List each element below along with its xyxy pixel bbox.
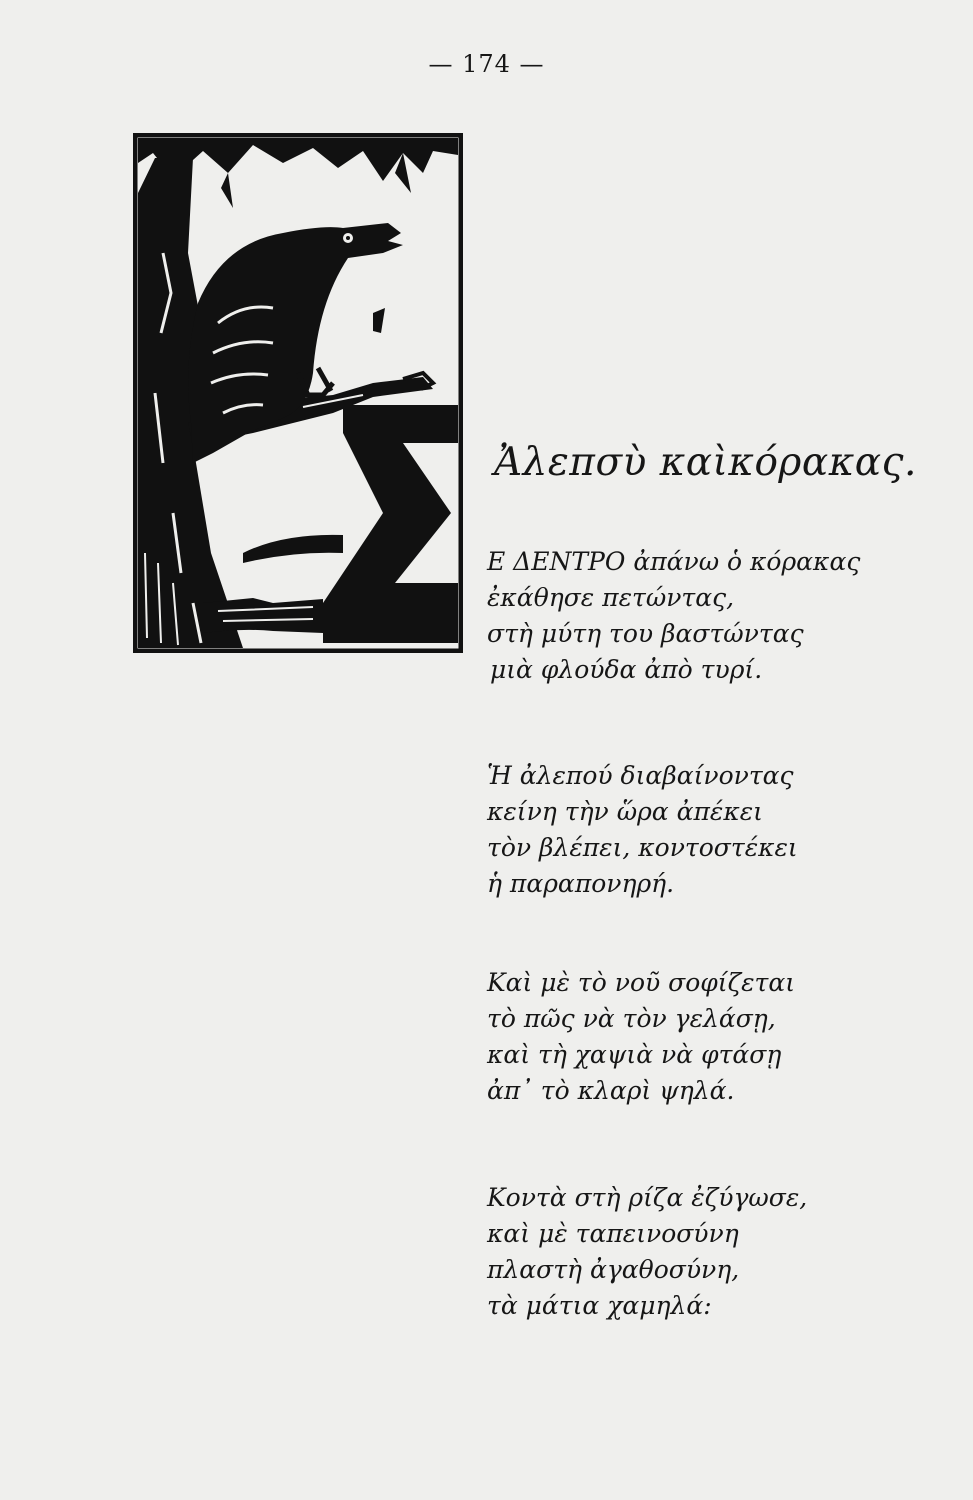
woodcut-illustration [133,133,463,653]
verse-line: Ε ΔΕΝΤΡΟ ἀπάνω ὁ κόρακας [487,547,861,576]
verse-line: ἐκάθησε πετώντας, [487,583,735,612]
verse-line: ἀπ᾽ τὸ κλαρὶ ψηλά. [487,1076,735,1105]
stanza-4 [487,1180,927,1324]
poem-title: Ἀλεπσὺ καὶκόρακας. [494,440,917,485]
verse-line: στὴ μύτη του βαστώντας [487,619,804,648]
stanza-1 [487,544,927,688]
verse-line: τὰ μάτια χαμηλά: [487,1291,712,1320]
verse-line: τὸν βλέπει, κοντοστέκει [487,833,798,862]
verse-line: καὶ τὴ χαψιὰ νὰ φτάσῃ [487,1040,782,1069]
verse-line: καὶ μὲ ταπεινοσύνη [487,1219,739,1248]
verse-line: τὸ πῶς νὰ τὸν γελάσῃ, [487,1004,776,1033]
verse-line: κείνη τὴν ὥρα ἀπέκει [487,797,763,826]
verse-line: ἡ παραπονηρή. [487,869,675,898]
verse-line: πλαστὴ ἀγαθοσύνη, [487,1255,740,1284]
verse-line: Ἡ ἀλεπού διαβαίνοντας [487,761,794,790]
verse-line: μιὰ φλούδα ἀπὸ τυρί. [490,655,763,684]
stanza-3 [487,965,927,1109]
verse-line: Κοντὰ στὴ ρίζα ἐζύγωσε, [487,1183,808,1212]
stanza-2 [487,758,927,902]
verse-line: Καὶ μὲ τὸ νοῦ σοφίζεται [487,968,796,997]
page-number: — 174 — [428,50,545,78]
